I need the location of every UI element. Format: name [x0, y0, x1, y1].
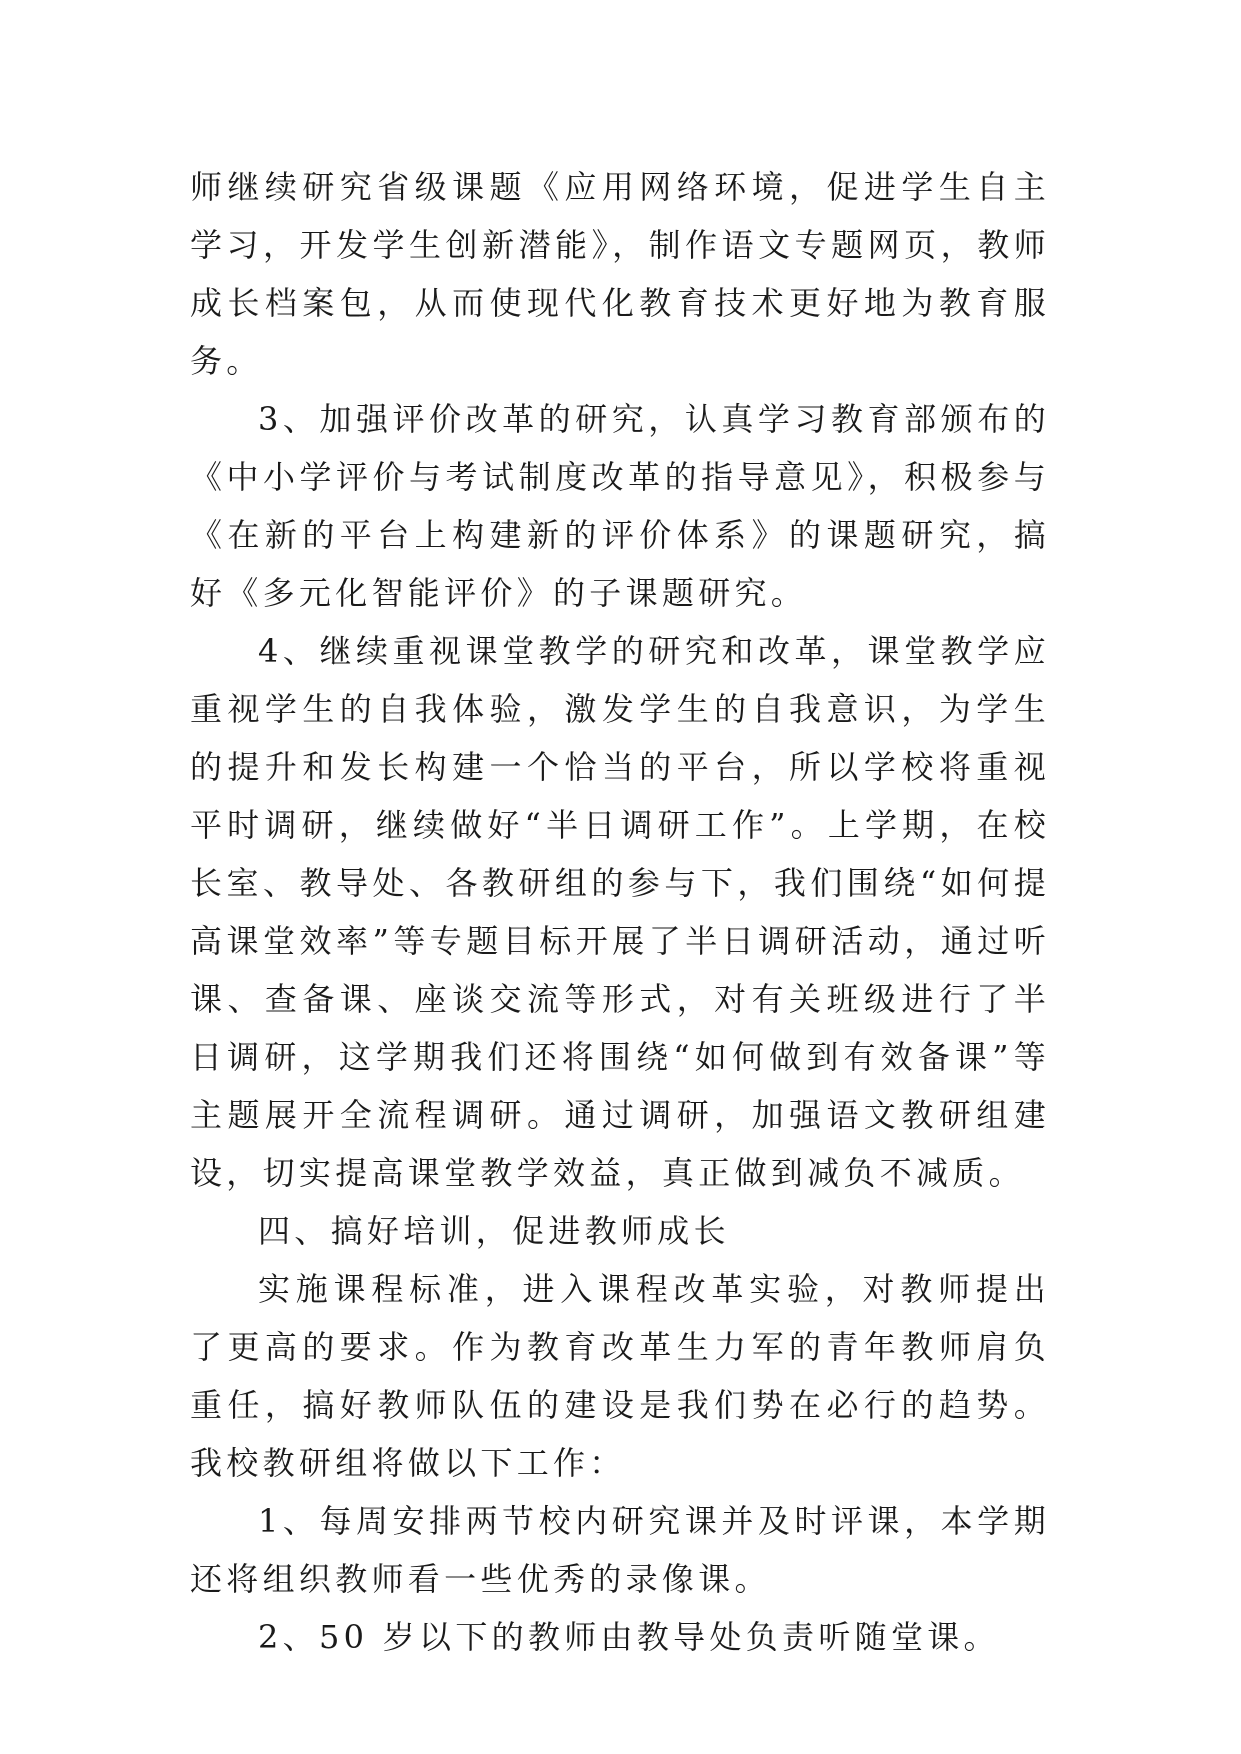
body-text: [190, 158, 1050, 1666]
paragraph-task-1: 1、每周安排两节校内研究课并及时评课，本学期还将组织教师看一些优秀的录像课。: [190, 1502, 1050, 1598]
paragraph-item-3: 3、加强评价改革的研究，认真学习教育部颁布的《中小学评价与考试制度改革的指导意见》，积极参与《在新的平台上构建新的评价体系》的课题研究，搞好《多元化智能评价》的子课题研究。: [190, 400, 1050, 612]
section-heading-training: 四、搞好培训，促进教师成长: [258, 1212, 730, 1250]
paragraph-task-2: 2、50 岁以下的教师由教导处负责听随堂课。: [258, 1618, 1000, 1656]
paragraph-continuation: 师继续研究省级课题《应用网络环境，促进学生自主学习，开发学生创新潜能》，制作语文专题网页，教师成长档案包，从而使现代化教育技术更好地为教育服务。: [190, 168, 1050, 380]
paragraph-intro: 实施课程标准，进入课程改革实验，对教师提出了更高的要求。作为教育改革生力军的青年教师肩负重任，搞好教师队伍的建设是我们势在必行的趋势。我校教研组将做以下工作：: [190, 1270, 1050, 1482]
paragraph-item-4: 4、继续重视课堂教学的研究和改革，课堂教学应重视学生的自我体验，激发学生的自我意识，为学生的提升和发长构建一个恰当的平台，所以学校将重视平时调研，继续做好“半日调研工作”。上学期，在校长室、教导处、各教研组的参与下，我们围绕“如何提高课堂效率”等专题目标开展了半日调研活动，通过听课、查备课、座谈交流等形式，对有关班级进行了半日调研，这学期我们还将围绕“如何做到有效备课”等主题展开全流程调研。通过调研，加强语文教研组建设，切实提高课堂教学效益，真正做到减负不减质。: [190, 632, 1050, 1192]
